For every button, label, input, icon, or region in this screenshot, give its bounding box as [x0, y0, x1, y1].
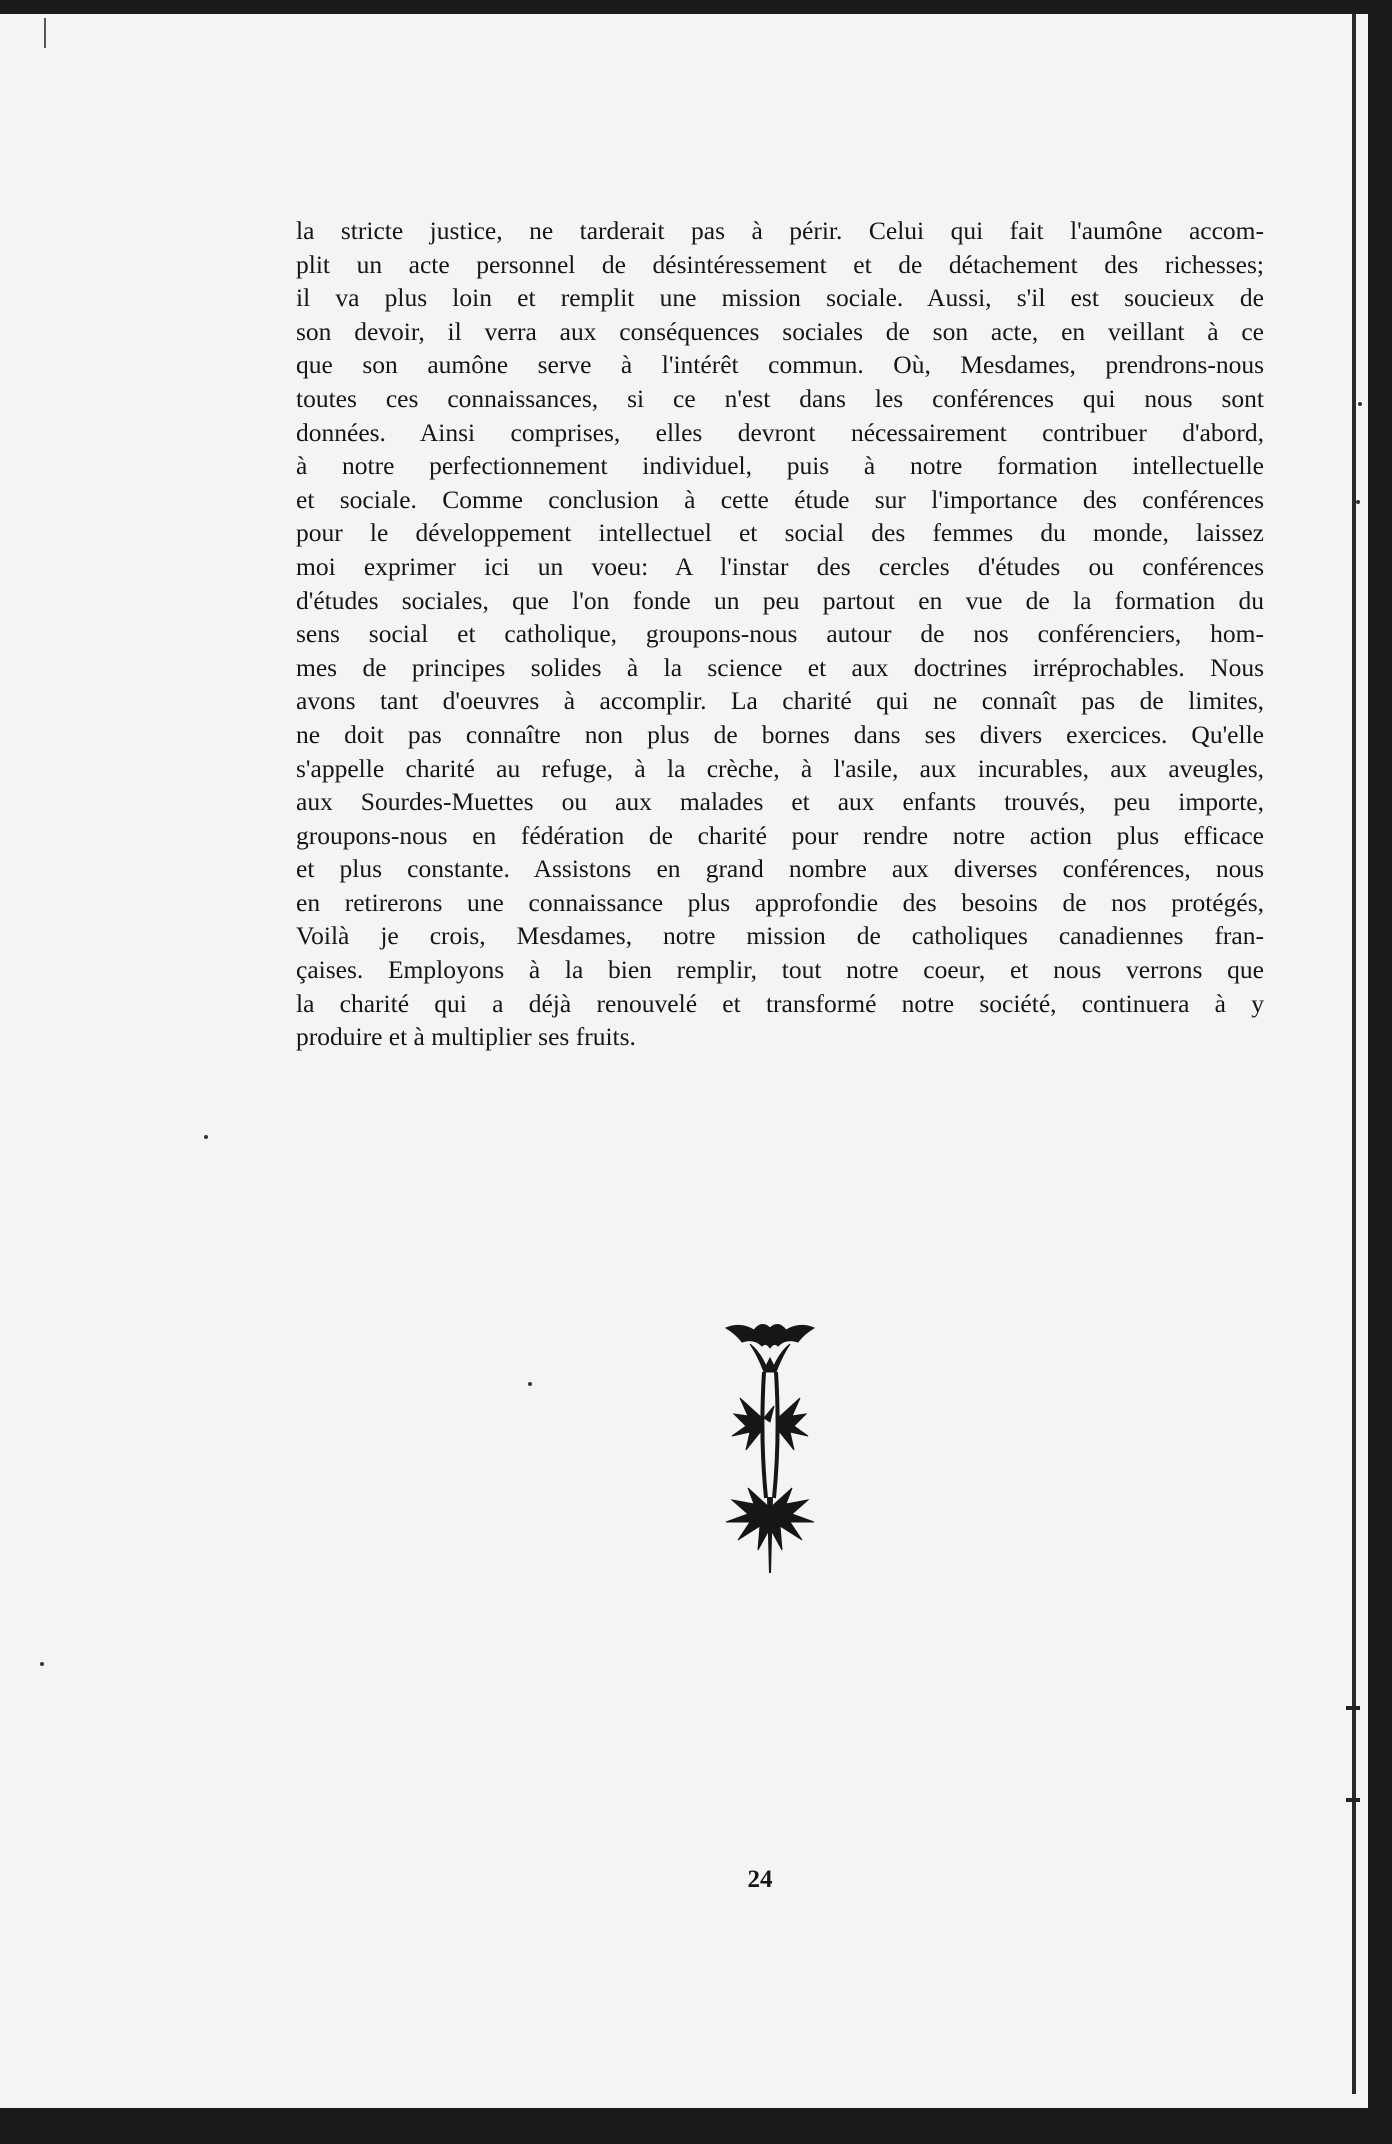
scan-speck [528, 1382, 532, 1386]
text-line: çaises. Employons à la bien remplir, tout notre coeur, et nous verrons que [296, 955, 1264, 985]
floral-vignette-icon [720, 1318, 820, 1578]
text-line: que son aumône serve à l'intérêt commun. Où, Mesdames, prendrons-nous [296, 350, 1264, 380]
text-line: produire et à multiplier ses fruits. [296, 1022, 636, 1052]
text-line: en retirerons une connaissance plus approfondie des besoins de nos protégés, [296, 887, 1264, 917]
text-line: pour le développement intellectuel et social des femmes du monde, laissez [296, 518, 1264, 548]
text-line: la charité qui a déjà renouvelé et transformé notre société, continuera à y [296, 988, 1264, 1018]
text-line: données. Ainsi comprises, elles devront nécessairement contribuer d'abord, [296, 417, 1264, 447]
scan-speck [204, 1135, 208, 1139]
text-line: groupons-nous en fédération de charité pour rendre notre action plus efficace [296, 820, 1264, 850]
text-line: sens social et catholique, groupons-nous autour de nos conférenciers, hom- [296, 619, 1264, 649]
text-line: la stricte justice, ne tarderait pas à périr. Celui qui fait l'aumône accom- [296, 216, 1264, 245]
page-binding-edge [1352, 14, 1356, 2094]
scan-tab-mark [1346, 1706, 1360, 1710]
page-number: 24 [747, 1866, 773, 1893]
body-text [296, 214, 1264, 1054]
text-line: Voilà je crois, Mesdames, notre mission de catholiques canadiennes fran- [296, 921, 1264, 951]
scan-tab-mark [1346, 1798, 1360, 1802]
scan-speck [1358, 402, 1362, 406]
scan-speck [40, 1662, 44, 1666]
scan-top-border [0, 0, 1392, 14]
text-line: ne doit pas connaître non plus de bornes dans ses divers exercices. Qu'elle [296, 719, 1264, 749]
scan-speck [1356, 500, 1360, 504]
text-line: à notre perfectionnement individuel, puis à notre formation intellectuelle [296, 451, 1264, 481]
text-line: plit un acte personnel de désintéressement et de détachement des richesses; [296, 249, 1264, 279]
text-line: moi exprimer ici un voeu: A l'instar des cercles d'études ou conférences [296, 551, 1264, 581]
text-line: et sociale. Comme conclusion à cette étude sur l'importance des conférences [296, 484, 1264, 514]
text-line: aux Sourdes-Muettes ou aux malades et aux enfants trouvés, peu importe, [296, 787, 1264, 817]
text-line: il va plus loin et remplit une mission sociale. Aussi, s'il est soucieux de [296, 283, 1264, 313]
text-line: avons tant d'oeuvres à accomplir. La charité qui ne connaît pas de limites, [296, 686, 1264, 716]
text-line: son devoir, il verra aux conséquences sociales de son acte, en veillant à ce [296, 316, 1264, 346]
scan-right-border [1368, 0, 1392, 2144]
text-line: s'appelle charité au refuge, à la crèche, à l'asile, aux incurables, aux aveugles, [296, 753, 1264, 783]
text-line: mes de principes solides à la science et aux doctrines irréprochables. Nous [296, 652, 1264, 682]
text-line: et plus constante. Assistons en grand nombre aux diverses conférences, nous [296, 854, 1264, 884]
text-line: d'études sociales, que l'on fonde un peu partout en vue de la formation du [296, 585, 1264, 615]
scan-bottom-border [0, 2108, 1392, 2144]
scan-artifact-mark [44, 18, 46, 48]
text-line: toutes ces connaissances, si ce n'est dans les conférences qui nous sont [296, 383, 1264, 413]
